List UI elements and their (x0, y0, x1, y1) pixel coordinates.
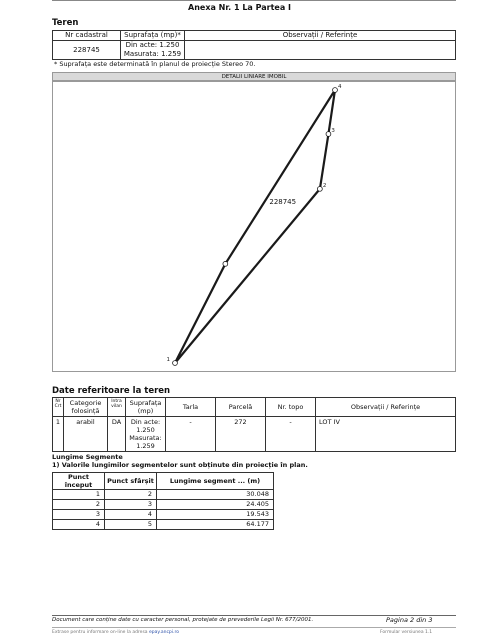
table-row (53, 490, 274, 500)
parcel-plan-svg (53, 82, 457, 373)
cell-categorie: arabil (64, 417, 108, 452)
plan-header: DETALII LINIARE IMOBIL (52, 72, 456, 81)
vertex-5 (223, 261, 228, 266)
cell-tarla: - (166, 417, 216, 452)
vertex-3 (326, 132, 331, 137)
date-teren-header (53, 398, 456, 417)
col-suprafata: Suprafața (mp)* (121, 31, 185, 41)
col-observatii: Observații / Referințe (185, 31, 456, 41)
footer-disclaimer: Document care conține date cu caracter personal, protejate de prevederile Legii Nr. 677/2001. (52, 617, 314, 623)
parcel-plan (52, 81, 456, 372)
hdr-intravilan: Intra vilan (108, 398, 126, 417)
cell-length: 30.048 (157, 490, 274, 500)
table-row (53, 500, 274, 510)
hdr-punct-inceput: Punct început (53, 473, 105, 490)
cell-suprafata: Din acte: 1.250 Masurata: 1.259 (126, 417, 166, 452)
cell-start: 3 (53, 510, 105, 520)
suprafata-din-acte: Din acte: 1.250 (125, 41, 180, 49)
hdr-suprafata: Suprafața (mp) (126, 398, 166, 417)
col-nr-cadastral: Nr cadastral (53, 31, 121, 41)
hdr-parcela: Parcelă (216, 398, 266, 417)
footer-source (52, 630, 179, 635)
teren-table (52, 30, 456, 60)
cell-observatii: LOT IV (316, 417, 456, 452)
cell-end: 3 (105, 500, 157, 510)
date-teren-table (52, 397, 456, 452)
table-row (53, 510, 274, 520)
vertex-4 (333, 88, 338, 93)
cell-start: 2 (53, 500, 105, 510)
footer-rule-2 (52, 627, 456, 628)
cell-length: 19.543 (157, 510, 274, 520)
vertex-label-1: 1 (166, 357, 170, 363)
date-teren-title: Date referitoare la teren (52, 386, 171, 396)
cell-length: 64.177 (157, 520, 274, 530)
hdr-punct-sfarsit: Punct sfârșit (105, 473, 157, 490)
cell-intravilan: DA (108, 417, 126, 452)
vertex-label-2: 2 (322, 182, 327, 189)
section-title-teren: Teren (52, 18, 79, 28)
cell-end: 5 (105, 520, 157, 530)
footer-source-link[interactable]: epay.ancpi.ro (149, 630, 179, 635)
lungime-subtitle: 1) Valorile lungimilor segmentelor sunt obținute din proiecție în plan. (52, 461, 308, 469)
cell-nr-topo: - (266, 417, 316, 452)
suprafata-masurata: Masurata: 1.259 (123, 50, 182, 58)
hdr-tarla: Tarla (166, 398, 216, 417)
vertex-label-3: 3 (331, 128, 335, 135)
cell-end: 4 (105, 510, 157, 520)
cell-suprafata (121, 41, 185, 60)
cell-start: 4 (53, 520, 105, 530)
page-number: Pagina 2 din 3 (386, 616, 433, 624)
hdr-observatii: Observații / Referințe (316, 398, 456, 417)
table-row (53, 520, 274, 530)
parcel-label: 228745 (269, 197, 297, 206)
cell-nr-crt: 1 (53, 417, 64, 452)
hdr-categorie: Categorie folosință (64, 398, 108, 417)
table-row (53, 417, 456, 452)
vertex-label-4: 4 (338, 84, 342, 90)
cell-parcela: 272 (216, 417, 266, 452)
cell-start: 1 (53, 490, 105, 500)
parcel-boundary (175, 90, 335, 363)
vertex-2 (317, 186, 322, 191)
lungime-table (52, 472, 274, 530)
teren-table-row (53, 41, 456, 60)
top-rule (52, 0, 456, 1)
annex-title: Anexa Nr. 1 La Partea I (188, 3, 292, 12)
vertex-1 (173, 361, 178, 366)
cell-observatii (185, 41, 456, 60)
footer-source-text: Extrase pentru informare on-line la adresa (52, 630, 148, 635)
hdr-nr-crt: Nr Crt (53, 398, 64, 417)
teren-table-header (53, 31, 456, 41)
cell-length: 24.405 (157, 500, 274, 510)
lungime-title: Lungime Segmente (52, 453, 123, 461)
lungime-header (53, 473, 274, 490)
cell-end: 2 (105, 490, 157, 500)
projection-note: * Suprafața este determinată în planul de proiecție Stereo 70. (54, 60, 256, 68)
hdr-nr-topo: Nr. topo (266, 398, 316, 417)
form-version: Formular versiunea 1.1 (380, 630, 433, 635)
hdr-lungime: Lungime segment ... (m) (157, 473, 274, 490)
cell-nr-cadastral: 228745 (53, 41, 121, 60)
